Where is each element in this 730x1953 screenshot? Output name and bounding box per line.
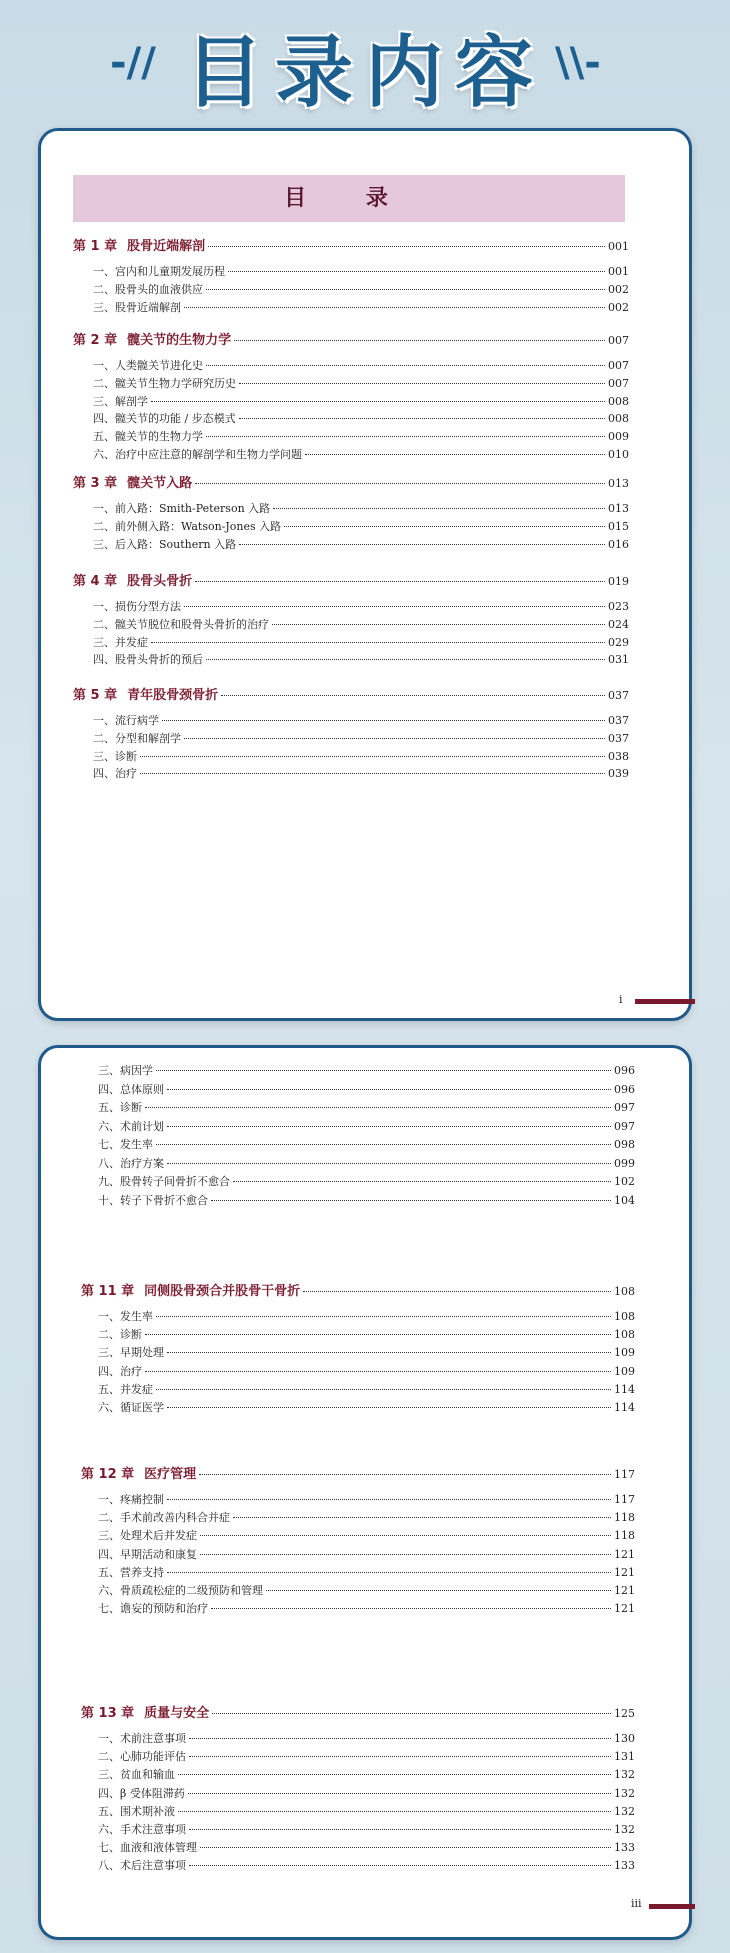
toc-section-entry[interactable] <box>98 1399 635 1415</box>
dot-leader <box>228 271 605 272</box>
toc-section-entry[interactable] <box>93 428 629 444</box>
page-number: 001 <box>608 240 629 253</box>
section-title: 四、髋关节的功能 / 步态模式 <box>93 412 236 426</box>
toc-chapter-entry[interactable] <box>73 235 629 254</box>
section-title: 三、并发症 <box>93 635 148 649</box>
page-number: 109 <box>614 1364 635 1378</box>
toc-section-entry[interactable] <box>98 1381 635 1397</box>
page-number: 133 <box>614 1841 635 1855</box>
toc-section-entry[interactable] <box>93 730 629 746</box>
toc-section-entry[interactable] <box>93 518 629 534</box>
dot-leader <box>211 1608 611 1609</box>
page-number: 133 <box>614 1859 635 1873</box>
chapter-title: 青年股骨颈骨折 <box>127 688 219 703</box>
dot-leader <box>167 1499 611 1500</box>
page-number: 002 <box>608 282 629 296</box>
toc-section-entry[interactable] <box>98 1344 635 1360</box>
page-number-footer: i <box>619 993 623 1006</box>
banner-left-decoration: -// <box>110 40 156 86</box>
page-number: 010 <box>608 448 629 461</box>
dot-leader <box>188 1793 611 1794</box>
toc-chapter-entry[interactable] <box>81 1702 635 1721</box>
toc-section-entry[interactable] <box>93 375 629 391</box>
toc-section-entry[interactable] <box>98 1118 635 1134</box>
page-number: 121 <box>614 1547 635 1561</box>
page-number: 132 <box>614 1804 635 1818</box>
dot-leader <box>167 1089 611 1090</box>
toc-section-entry[interactable] <box>98 1173 635 1189</box>
toc-section-entry[interactable] <box>98 1546 635 1562</box>
dot-leader <box>167 1407 611 1408</box>
page-number: 099 <box>614 1156 635 1170</box>
section-title: 一、前入路：Smith-Peterson 入路 <box>93 502 271 515</box>
section-title: 二、髋关节脱位和股骨头骨折的治疗 <box>93 617 269 631</box>
chapter-number: 第 2 章 <box>73 333 118 348</box>
section-title: 一、发生率 <box>98 1310 153 1323</box>
toc-section-entry[interactable] <box>98 1748 635 1764</box>
page-number: 013 <box>608 502 629 515</box>
section-title: 八、术后注意事项 <box>98 1859 186 1873</box>
page-number: 109 <box>614 1346 635 1360</box>
toc-section-entry[interactable] <box>98 1136 635 1152</box>
toc-section-entry[interactable] <box>98 1582 635 1598</box>
toc-chapter-entry[interactable] <box>81 1280 635 1299</box>
section-title: 三、解剖学 <box>93 394 148 408</box>
dot-leader <box>305 454 605 455</box>
dot-leader <box>208 246 605 247</box>
section-title: 一、术前注意事项 <box>98 1732 186 1745</box>
toc-section-entry[interactable] <box>93 616 629 632</box>
section-title: 三、贫血和输血 <box>98 1768 175 1782</box>
toc-section-entry[interactable] <box>98 1766 635 1782</box>
section-title: 二、髋关节生物力学研究历史 <box>93 376 236 390</box>
chapter-title: 髋关节的生物力学 <box>127 333 232 348</box>
section-title: 二、股骨头的血液供应 <box>93 282 203 296</box>
dot-leader <box>156 1389 611 1390</box>
page-number: 037 <box>608 714 629 727</box>
section-title: 七、发生率 <box>98 1138 153 1151</box>
dot-leader <box>162 720 605 721</box>
section-title: 七、血液和液体管理 <box>98 1841 197 1855</box>
toc-section-entry[interactable] <box>93 357 629 373</box>
toc-section-entry[interactable] <box>93 712 629 728</box>
dot-leader <box>178 1811 611 1812</box>
page-number: 132 <box>614 1823 635 1836</box>
page-number: 039 <box>608 767 629 781</box>
page-number: 007 <box>608 334 629 347</box>
page-number: 007 <box>608 359 629 372</box>
section-title: 三、股骨近端解剖 <box>93 300 181 314</box>
chapter-number: 第 12 章 <box>81 1467 135 1482</box>
toc-section-entry[interactable] <box>98 1491 635 1507</box>
section-title: 六、治疗中应注意的解剖学和生物力学问题 <box>93 448 302 461</box>
section-title: 七、谵妄的预防和治疗 <box>98 1602 208 1616</box>
dot-leader <box>167 1572 611 1573</box>
chapter-title: 股骨头骨折 <box>127 574 193 589</box>
page-number: 114 <box>614 1401 635 1414</box>
chapter-number: 第 1 章 <box>73 239 118 254</box>
dot-leader <box>273 508 605 509</box>
section-title: 二、诊断 <box>98 1328 142 1342</box>
dot-leader <box>266 1590 611 1591</box>
banner-title: 目录内容 <box>184 28 545 118</box>
dot-leader <box>206 436 605 437</box>
section-title: 六、骨质疏松症的二级预防和管理 <box>98 1584 263 1597</box>
section-title: 三、早期处理 <box>98 1346 164 1360</box>
toc-section-entry[interactable] <box>98 1821 635 1837</box>
page-number: 118 <box>614 1511 635 1525</box>
dot-leader <box>239 544 605 545</box>
section-title: 一、人类髋关节进化史 <box>93 359 203 372</box>
page-number-footer: iii <box>631 1897 642 1910</box>
toc-section-entry[interactable] <box>93 446 629 462</box>
dot-leader <box>151 642 605 643</box>
section-title: 五、营养支持 <box>98 1565 164 1579</box>
dot-leader <box>184 606 605 607</box>
page-number: 023 <box>608 600 629 613</box>
dot-leader <box>167 1126 611 1127</box>
chapter-number: 第 3 章 <box>73 476 118 491</box>
toc-section-entry[interactable] <box>98 1730 635 1746</box>
page-number: 117 <box>614 1493 635 1506</box>
dot-leader <box>156 1070 611 1071</box>
toc-section-entry[interactable] <box>93 281 629 297</box>
chapter-number: 第 5 章 <box>73 688 118 703</box>
footer-accent-bar <box>649 1904 695 1909</box>
section-title: 二、分型和解剖学 <box>93 731 181 745</box>
page-number: 037 <box>608 689 629 702</box>
toc-section-entry[interactable] <box>98 1527 635 1543</box>
section-title: 八、治疗方案 <box>98 1156 164 1170</box>
section-title: 三、处理术后并发症 <box>98 1529 197 1543</box>
toc-section-entry[interactable] <box>93 634 629 650</box>
toc-section-entry[interactable] <box>98 1081 635 1097</box>
page-number: 097 <box>614 1101 635 1114</box>
toc-section-entry[interactable] <box>98 1326 635 1342</box>
page-number: 117 <box>614 1468 635 1481</box>
page-number: 001 <box>608 265 629 278</box>
toc-section-entry[interactable] <box>98 1363 635 1379</box>
toc-section-entry[interactable] <box>93 536 629 552</box>
footer-accent-bar <box>635 999 695 1004</box>
chapter-number: 第 4 章 <box>73 574 118 589</box>
section-title: 一、流行病学 <box>93 714 159 727</box>
dot-leader <box>221 695 605 696</box>
dot-leader <box>239 418 605 419</box>
dot-leader <box>211 1200 611 1201</box>
dot-leader <box>200 1535 611 1536</box>
toc-section-entry[interactable] <box>93 598 629 614</box>
dot-leader <box>206 365 605 366</box>
page-number: 015 <box>608 519 629 533</box>
page-number: 096 <box>614 1064 635 1077</box>
toc-section-entry[interactable] <box>93 393 629 409</box>
toc-section-entry[interactable] <box>98 1308 635 1324</box>
page-number: 114 <box>614 1382 635 1396</box>
chapter-number: 第 13 章 <box>81 1706 135 1721</box>
section-title: 三、病因学 <box>98 1064 153 1077</box>
section-title: 四、β 受体阻滞药 <box>98 1786 185 1800</box>
toc-section-entry[interactable] <box>98 1839 635 1855</box>
section-title: 三、诊断 <box>93 749 137 763</box>
page-number: 121 <box>614 1565 635 1579</box>
dot-leader <box>145 1371 611 1372</box>
dot-leader <box>239 383 605 384</box>
dot-leader <box>272 624 605 625</box>
section-title: 一、宫内和儿童期发展历程 <box>93 265 225 278</box>
page-number: 002 <box>608 300 629 314</box>
toc-section-entry[interactable] <box>98 1099 635 1115</box>
dot-leader <box>303 1291 611 1292</box>
page-number: 108 <box>614 1285 635 1298</box>
toc-section-entry[interactable] <box>98 1564 635 1580</box>
page-number: 007 <box>608 376 629 390</box>
chapter-title: 医疗管理 <box>144 1467 197 1482</box>
dot-leader <box>156 1316 611 1317</box>
dot-leader <box>195 581 605 582</box>
dot-leader <box>206 659 605 660</box>
dot-leader <box>151 401 605 402</box>
toc-section-entry[interactable] <box>98 1803 635 1819</box>
section-title: 一、疼痛控制 <box>98 1493 164 1506</box>
dot-leader <box>212 1713 611 1714</box>
page-number: 009 <box>608 430 629 444</box>
toc-header: 目 录 <box>73 175 625 222</box>
toc-chapter-entry[interactable] <box>73 472 629 491</box>
section-title: 五、诊断 <box>98 1101 142 1114</box>
dot-leader <box>145 1107 611 1108</box>
toc-page-1 <box>38 128 692 1021</box>
dot-leader <box>167 1352 611 1353</box>
dot-leader <box>200 1554 611 1555</box>
dot-leader <box>189 1756 611 1757</box>
page-number: 037 <box>608 731 629 745</box>
dot-leader <box>189 1865 611 1866</box>
page-number: 118 <box>614 1529 635 1543</box>
page-number: 104 <box>614 1193 635 1207</box>
dot-leader <box>233 1181 611 1182</box>
dot-leader <box>167 1163 611 1164</box>
section-title: 五、并发症 <box>98 1382 153 1396</box>
page-number: 008 <box>608 394 629 408</box>
dot-leader <box>184 307 605 308</box>
toc-chapter-entry[interactable] <box>73 684 629 703</box>
page-number: 016 <box>608 537 629 551</box>
section-title: 六、循证医学 <box>98 1401 164 1414</box>
section-title: 五、围术期补液 <box>98 1804 175 1818</box>
page-number: 031 <box>608 653 629 667</box>
section-title: 四、总体原则 <box>98 1082 164 1096</box>
chapter-title: 质量与安全 <box>144 1706 210 1721</box>
toc-section-entry[interactable] <box>93 299 629 315</box>
dot-leader <box>233 1517 611 1518</box>
page-number: 098 <box>614 1138 635 1151</box>
dot-leader <box>206 289 605 290</box>
toc-section-entry[interactable] <box>98 1509 635 1525</box>
toc-section-entry[interactable] <box>93 748 629 764</box>
dot-leader <box>189 1829 611 1830</box>
page-number: 125 <box>614 1707 635 1720</box>
section-title: 一、损伤分型方法 <box>93 600 181 613</box>
toc-section-entry[interactable] <box>93 410 629 426</box>
page-number: 019 <box>608 575 629 588</box>
toc-section-entry[interactable] <box>98 1785 635 1801</box>
toc-section-entry[interactable] <box>93 500 629 516</box>
dot-leader <box>184 738 605 739</box>
banner <box>0 0 730 118</box>
toc-section-entry[interactable] <box>98 1857 635 1873</box>
section-title: 二、心肺功能评估 <box>98 1750 186 1764</box>
toc-section-entry[interactable] <box>98 1192 635 1208</box>
page-number: 096 <box>614 1082 635 1096</box>
page-number: 008 <box>608 412 629 426</box>
section-title: 四、治疗 <box>93 767 137 781</box>
page-number: 097 <box>614 1119 635 1133</box>
banner-right-decoration: \\- <box>555 40 601 86</box>
section-title: 二、前外侧入路：Watson-Jones 入路 <box>93 519 282 533</box>
dot-leader <box>284 526 605 527</box>
toc-section-entry[interactable] <box>98 1600 635 1616</box>
page-number: 121 <box>614 1602 635 1616</box>
toc-chapter-entry[interactable] <box>81 1463 635 1482</box>
dot-leader <box>234 340 605 341</box>
section-title: 二、手术前改善内科合并症 <box>98 1511 230 1525</box>
chapter-number: 第 11 章 <box>81 1284 135 1299</box>
toc-section-entry[interactable] <box>98 1062 635 1078</box>
section-title: 六、手术注意事项 <box>98 1823 186 1836</box>
section-title: 四、治疗 <box>98 1364 142 1378</box>
page-number: 108 <box>614 1328 635 1342</box>
dot-leader <box>195 483 605 484</box>
page-number: 108 <box>614 1310 635 1323</box>
section-title: 五、髋关节的生物力学 <box>93 430 203 444</box>
dot-leader <box>156 1144 611 1145</box>
page-number: 029 <box>608 635 629 649</box>
dot-leader <box>199 1474 611 1475</box>
section-title: 十、转子下骨折不愈合 <box>98 1193 208 1207</box>
dot-leader <box>189 1738 611 1739</box>
section-title: 三、后入路：Southern 入路 <box>93 537 237 551</box>
page-number: 131 <box>614 1750 635 1764</box>
page-number: 102 <box>614 1175 635 1188</box>
toc-section-entry[interactable] <box>93 765 629 781</box>
section-title: 四、早期活动和康复 <box>98 1547 197 1561</box>
page-number: 121 <box>614 1584 635 1597</box>
toc-section-entry[interactable] <box>93 651 629 667</box>
toc-chapter-entry[interactable] <box>73 570 629 589</box>
chapter-title: 髋关节入路 <box>127 476 193 491</box>
toc-section-entry[interactable] <box>98 1155 635 1171</box>
chapter-title: 同侧股骨颈合并股骨干骨折 <box>144 1284 301 1299</box>
page-number: 130 <box>614 1732 635 1745</box>
dot-leader <box>140 773 605 774</box>
section-title: 六、术前计划 <box>98 1119 164 1133</box>
dot-leader <box>178 1774 611 1775</box>
toc-chapter-entry[interactable] <box>73 329 629 348</box>
page-number: 024 <box>608 617 629 631</box>
page-number: 132 <box>614 1786 635 1800</box>
page-number: 132 <box>614 1768 635 1782</box>
section-title: 九、股骨转子间骨折不愈合 <box>98 1175 230 1188</box>
page-number: 013 <box>608 477 629 490</box>
dot-leader <box>200 1847 611 1848</box>
chapter-title: 股骨近端解剖 <box>127 239 206 254</box>
toc-page-3 <box>38 1045 692 1940</box>
dot-leader <box>145 1334 611 1335</box>
page-number: 038 <box>608 749 629 763</box>
toc-section-entry[interactable] <box>93 263 629 279</box>
section-title: 四、股骨头骨折的预后 <box>93 653 203 667</box>
dot-leader <box>140 756 605 757</box>
